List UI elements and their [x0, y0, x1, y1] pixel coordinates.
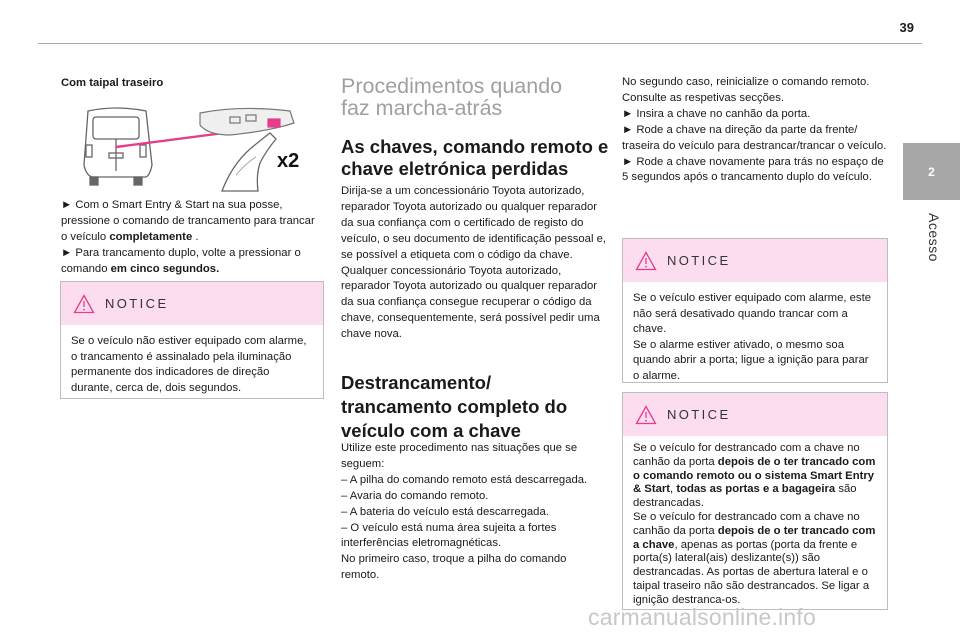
chapter-tab[interactable]: 2	[903, 143, 960, 200]
subheading-taipal: Com taipal traseiro	[61, 77, 164, 89]
key-fob-icon	[200, 108, 294, 135]
warning-icon	[73, 294, 95, 314]
heading-key-unlock: Destrancamento/ trancamento completo do veículo com a chave	[341, 372, 568, 441]
paragraph-reinitialize: No segundo caso, reinicialize o comando remoto. Consulte as respetivas secções. ► Insira a chave no canhão da porta. ► Rode a chave na direção da parte da frente/ traseira do veículo para destrancar/trancar o veículo. ► Rode a chave novamente para trás no espaço de 5 segundos após o trancamento duplo do veículo.	[622, 76, 887, 184]
page-number: 39	[899, 20, 914, 35]
instruction-double-lock: ► Para trancamento duplo, volte a pressionar o comando em cinco segundos.	[61, 247, 301, 275]
paragraph-lost-keys: Dirija-se a um concessionário Toyota autorizado, reparador Toyota autorizado ou qualquer reparador da sua confiança com o certificado de registo do veículo, o seu documento de identificação pessoal e, se possível a etiqueta com o código da chave. Qualquer concessionário Toyota autorizado, reparador Toyota autorizado ou qualquer reparador da sua confiança consegue recuperar o código da chave, consequentemente, será possível pedir uma chave nova.	[341, 185, 607, 341]
warning-icon	[635, 405, 657, 425]
vehicle-key-illustration	[80, 105, 305, 193]
notice-box-3	[622, 392, 888, 610]
press-twice-badge: x2	[277, 150, 300, 172]
notice-box-2	[622, 238, 888, 383]
heading-lost-keys: As chaves, comando remoto e chave eletrónica perdidas	[341, 136, 609, 179]
notice-label: NOTICE	[105, 296, 169, 311]
notice-label: NOTICE	[667, 253, 731, 268]
instruction-lock-complete: ► Com o Smart Entry & Start na sua posse, pressione o comando de trancamento para trancar o veículo completamente .	[61, 199, 315, 243]
paragraph-key-unlock: Utilize este procedimento nas situações que se seguem: – A pilha do comando remoto está descarregada. – Avaria do comando remoto. – A bateria do veículo está descarregada. – O veículo está numa área sujeita a fortes interferências eletromagnéticas. No primeiro caso, troque a pilha do comando remoto.	[341, 442, 588, 582]
section-title: Procedimentos quando faz marcha-atrás	[341, 74, 563, 120]
notice-box-1	[60, 281, 324, 399]
header-rule	[38, 43, 922, 44]
notice-text: Se o veículo for destrancado com a chave no canhão da porta depois de o ter trancado com o comando remoto ou o sistema Smart Entry & Start, todas as portas e a bagageira são destrancadas. Se o veículo for destrancado com a chave no canhão da porta depois de o ter trancado com a chave, apenas as portas (porta da frente e porta(s) lateral(ais) deslizante(s)) são destrancadas. As portas de abertura lateral e o taipal traseiro não são destrancados. Se ligar a ignição destranca-os.	[633, 442, 876, 606]
notice-label: NOTICE	[667, 407, 731, 422]
warning-icon	[635, 251, 657, 271]
watermark: carmanualsonline.info	[588, 604, 816, 630]
chapter-label: Acesso	[926, 213, 942, 262]
notice-text: Se o veículo estiver equipado com alarme, este não será desativado quando trancar com a chave. Se o alarme estiver ativado, o mesmo soa quando abrir a porta; ligue a ignição para parar o alarme.	[633, 292, 871, 382]
notice-text: Se o veículo não estiver equipado com alarme, o trancamento é assinalado pela iluminação permanente dos indicadores de direção durante, cerca de, dois segundos.	[71, 335, 307, 394]
